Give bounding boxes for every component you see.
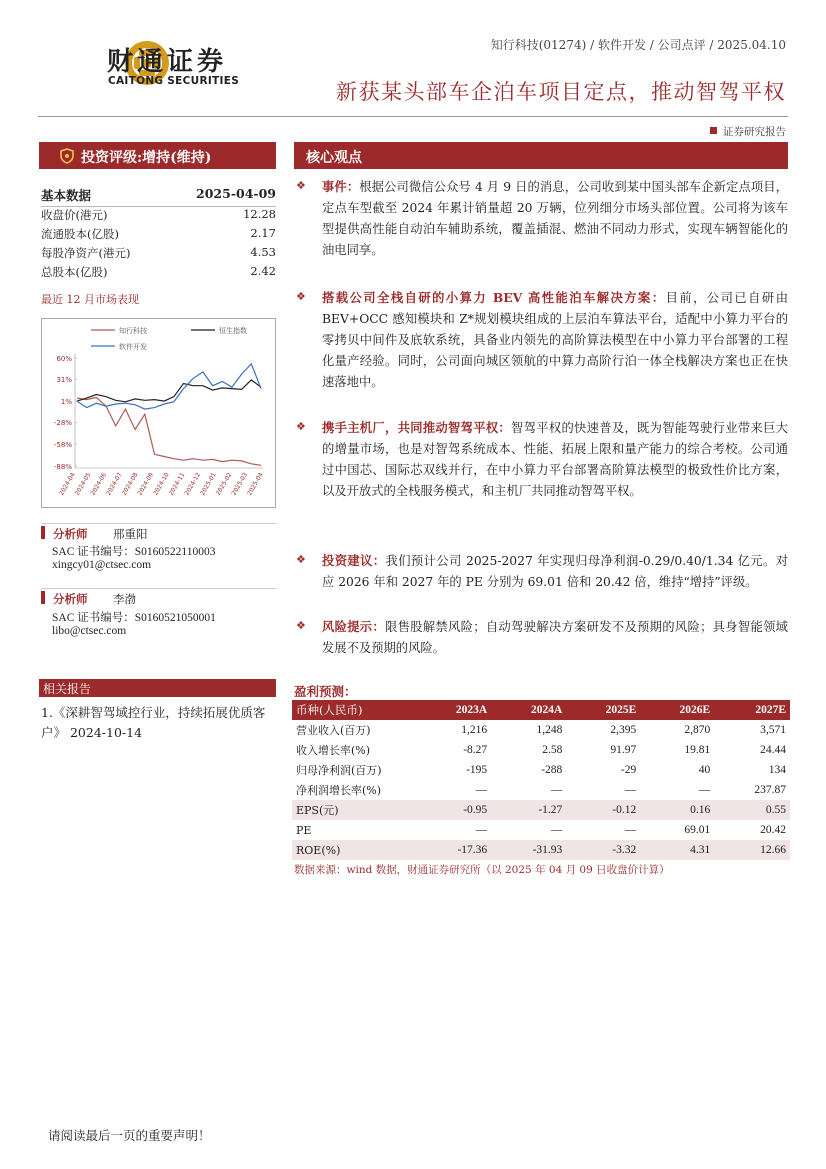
basic-data-title: 基本数据 bbox=[41, 188, 92, 203]
forecast-cell: — bbox=[475, 824, 488, 836]
basic-data-value: 2.17 bbox=[250, 226, 276, 240]
forecast-cell: -0.12 bbox=[566, 800, 640, 820]
forecast-cell: 24.44 bbox=[760, 744, 786, 756]
forecast-cell: 91.97 bbox=[610, 744, 637, 756]
forecast-header-cell: 2024A bbox=[491, 700, 566, 720]
basic-data-value: 12.28 bbox=[243, 207, 276, 221]
forecast-row bbox=[292, 800, 790, 820]
forecast-header-cell: 2027E bbox=[714, 700, 790, 720]
forecast-cell: -3.32 bbox=[566, 840, 640, 860]
paragraph-text: 目前，公司已自研由 BEV+OCC 感知模块和 Z*规划模块组成的上层泊车算法平台，适配中小算力平台的零拷贝中间件及底软系统，具备业内领先的高阶算法模型在中小算力平台部署的工程化量产经验。同时，公司面向城区领航的中算力高阶行泊一体全栈解决方案也正在快速落地中。 bbox=[322, 291, 788, 389]
forecast-cell: — bbox=[624, 784, 637, 796]
analyst-name: 李渤 bbox=[113, 592, 136, 606]
core-paragraph-investment bbox=[322, 550, 788, 593]
series-line-1 bbox=[77, 380, 261, 402]
forecast-cell: 1,248 bbox=[536, 724, 563, 736]
diamond-bullet-icon: ❖ bbox=[296, 179, 306, 192]
market-performance-title: 最近 12 月市场表现 bbox=[41, 293, 139, 306]
forecast-cell: -195 bbox=[466, 764, 488, 776]
analyst-role: 分析师 bbox=[53, 527, 88, 541]
accent-bar bbox=[41, 591, 45, 604]
basic-data-label: 总股本(亿股) bbox=[41, 265, 108, 279]
analyst-email[interactable]: xingcy01@ctsec.com bbox=[52, 559, 152, 571]
investment-rating-bar: 投资评级:增持(维持) bbox=[39, 142, 276, 169]
series-line-2 bbox=[77, 364, 261, 409]
diamond-bullet-icon: ❖ bbox=[296, 553, 306, 566]
forecast-cell: 2.58 bbox=[542, 744, 563, 756]
forecast-row bbox=[292, 740, 790, 760]
forecast-cell: -29 bbox=[620, 764, 637, 776]
y-tick-label: 60% bbox=[56, 355, 72, 363]
market-performance-chart bbox=[41, 318, 276, 508]
y-tick-label: -58% bbox=[53, 441, 72, 450]
logo-chinese-name: 财通证券 bbox=[107, 47, 228, 77]
paragraph-lead: 投资建议： bbox=[322, 553, 386, 568]
report-meta-line: 知行科技(01274) / 软件开发 / 公司点评 / 2025.04.10 bbox=[490, 38, 786, 52]
legend-label: 知行科技 bbox=[119, 327, 147, 335]
forecast-cell: 2,870 bbox=[684, 724, 711, 736]
legend-label: 恒生指数 bbox=[219, 327, 247, 335]
forecast-row bbox=[292, 840, 790, 860]
forecast-cell: 2,395 bbox=[610, 724, 637, 736]
forecast-row-label: 净利润增长率(%) bbox=[296, 784, 382, 797]
basic-data-label: 流通股本(亿股) bbox=[41, 227, 119, 241]
basic-data-date: 2025-04-09 bbox=[196, 186, 276, 201]
analyst-email[interactable]: libo@ctsec.com bbox=[52, 625, 127, 637]
analyst-sac-number: SAC 证书编号：S0160521050001 bbox=[52, 612, 216, 624]
basic-data-row bbox=[41, 264, 276, 282]
forecast-cell: 40 bbox=[698, 764, 711, 776]
paragraph-text: 我们预计公司 2025-2027 年实现归母净利润-0.29/0.40/1.34 亿元。对应 2026 年和 2027 年的 PE 分别为 69.01 倍和 20.42 倍，维持“增持”评级。 bbox=[322, 554, 788, 589]
forecast-header-cell: 2023A bbox=[416, 700, 491, 720]
forecast-cell: -17.36 bbox=[416, 840, 491, 860]
paragraph-lead: 携手主机厂，共同推动智驾平权： bbox=[322, 420, 512, 435]
forecast-row bbox=[292, 780, 790, 800]
paragraph-lead: 事件： bbox=[322, 179, 360, 194]
x-tick-label: 2024-09 bbox=[136, 471, 156, 497]
paragraph-text: 根据公司微信公众号 4 月 9 日的消息，公司收到某中国头部车企新定点项目，定点车型截至 2024 年累计销量超 20 万辆，位列细分市场头部位置。公司将为该车型提供高性能自动泊车辅助系统，覆盖插混、燃油不同动力形式，实现车辆智能化的油电同享。 bbox=[322, 180, 788, 257]
forecast-cell: -0.95 bbox=[416, 800, 491, 820]
y-tick-label: -88% bbox=[53, 463, 72, 471]
core-paragraph-partners bbox=[322, 417, 788, 502]
forecast-cell: -31.93 bbox=[491, 840, 566, 860]
related-reports-bar: 相关报告 bbox=[39, 679, 276, 697]
forecast-cell: 0.16 bbox=[640, 800, 714, 820]
header-divider bbox=[38, 116, 788, 117]
forecast-cell: -1.27 bbox=[491, 800, 566, 820]
report-type-text: 证券研究报告 bbox=[723, 126, 786, 138]
forecast-row bbox=[292, 820, 790, 840]
square-bullet-icon bbox=[710, 127, 717, 134]
core-views-bar: 核心观点 bbox=[294, 142, 788, 169]
forecast-row-label: 归母净利润(百万) bbox=[296, 764, 382, 777]
x-tick-label: 2024-10 bbox=[152, 471, 171, 497]
forecast-row bbox=[292, 760, 790, 780]
forecast-header-row bbox=[292, 700, 790, 720]
core-paragraph-risk bbox=[322, 616, 788, 659]
analyst-label bbox=[41, 523, 276, 539]
paragraph-lead: 风险提示： bbox=[322, 619, 386, 634]
basic-data-value: 2.42 bbox=[250, 264, 276, 278]
diamond-bullet-icon: ❖ bbox=[296, 290, 306, 303]
basic-data-value: 4.53 bbox=[250, 245, 276, 259]
forecast-cell: 4.31 bbox=[640, 840, 714, 860]
forecast-cell: 1,216 bbox=[461, 724, 488, 736]
forecast-header-cell: 2026E bbox=[640, 700, 714, 720]
forecast-cell: — bbox=[550, 784, 563, 796]
x-tick-label: 2024-12 bbox=[183, 471, 203, 497]
report-headline: 新获某头部车企泊车项目定点，推动智驾平权 bbox=[336, 80, 786, 104]
legend-label: 软件开发 bbox=[119, 343, 147, 351]
x-tick-label: 2024-04 bbox=[58, 471, 77, 497]
basic-data-row bbox=[41, 245, 276, 263]
forecast-row-label: 营业收入(百万) bbox=[296, 724, 371, 737]
logo-english-name: CAITONG SECURITIES bbox=[108, 75, 240, 87]
forecast-cell: -288 bbox=[541, 764, 563, 776]
forecast-cell: — bbox=[624, 824, 637, 836]
forecast-table bbox=[292, 700, 790, 860]
core-paragraph-event bbox=[322, 176, 788, 261]
forecast-header-cell: 2025E bbox=[566, 700, 640, 720]
paragraph-text: 限售股解禁风险；自动驾驶解决方案研发不及预期的风险；具身智能领域发展不及预期的风险。 bbox=[322, 620, 788, 655]
x-tick-label: 2024-05 bbox=[73, 471, 93, 497]
forecast-header-cell: 币种(人民币) bbox=[292, 700, 416, 720]
y-tick-label: -28% bbox=[53, 419, 72, 428]
shield-icon bbox=[60, 148, 74, 164]
forecast-cell: 0.55 bbox=[714, 800, 790, 820]
forecast-row bbox=[292, 720, 790, 740]
basic-data-row bbox=[41, 226, 276, 244]
analyst-label bbox=[41, 588, 276, 604]
report-type-label bbox=[710, 124, 786, 139]
basic-data-label: 每股净资产(港元) bbox=[41, 246, 131, 260]
x-tick-label: 2024-08 bbox=[120, 471, 140, 497]
paragraph-text: 智驾平权的快速普及，既为智能驾驶行业带来巨大的增量市场，也是对智驾系统成本、性能、拓展上限和量产能力的综合考校。公司通过中国芯、国际芯双线并行，在中小算力平台部署高阶算法模型的极致性价比方案，以及开放式的全栈服务模式，和主机厂共同推动智驾平权。 bbox=[322, 421, 788, 498]
x-tick-label: 2025-03 bbox=[230, 471, 250, 497]
forecast-cell: 19.81 bbox=[684, 744, 711, 756]
paragraph-lead: 搭载公司全栈自研的小算力 BEV 高性能泊车解决方案： bbox=[322, 290, 666, 305]
forecast-cell: — bbox=[698, 784, 711, 796]
forecast-row-label: 收入增长率(%) bbox=[296, 744, 371, 757]
core-paragraph-solution bbox=[322, 287, 788, 393]
forecast-row-label: PE bbox=[296, 823, 312, 837]
series-line-0 bbox=[77, 397, 261, 465]
basic-data-row bbox=[41, 207, 276, 225]
forecast-data-source: 数据来源：wind 数据，财通证券研究所（以 2025 年 04 月 09 日收盘价计算） bbox=[294, 864, 670, 876]
forecast-row-label: ROE(%) bbox=[292, 840, 416, 860]
footer-disclaimer-note: 请阅读最后一页的重要声明！ bbox=[48, 1128, 211, 1143]
basic-data-header bbox=[41, 186, 276, 207]
forecast-cell: 134 bbox=[768, 764, 786, 776]
forecast-cell: 20.42 bbox=[760, 824, 786, 836]
forecast-cell: 3,571 bbox=[760, 724, 786, 736]
diamond-bullet-icon: ❖ bbox=[296, 619, 306, 632]
forecast-row-label: EPS(元) bbox=[292, 800, 416, 820]
forecast-cell: 69.01 bbox=[684, 824, 711, 836]
forecast-cell: -8.27 bbox=[463, 744, 488, 756]
accent-bar bbox=[41, 526, 45, 539]
x-tick-label: 2024-06 bbox=[89, 471, 109, 497]
x-tick-label: 2025-04 bbox=[246, 471, 265, 497]
forecast-cell: 12.66 bbox=[714, 840, 790, 860]
x-tick-label: 2025-02 bbox=[214, 471, 234, 497]
analyst-sac-number: SAC 证书编号：S0160522110003 bbox=[52, 546, 216, 558]
forecast-title: 盈利预测： bbox=[294, 684, 357, 699]
x-tick-label: 2025-01 bbox=[199, 471, 218, 497]
basic-data-label: 收盘价(港元) bbox=[41, 208, 108, 222]
y-tick-label: 31% bbox=[56, 376, 72, 385]
diamond-bullet-icon: ❖ bbox=[296, 420, 306, 433]
analyst-name: 邢重阳 bbox=[113, 527, 148, 541]
forecast-cell: — bbox=[550, 824, 563, 836]
analyst-role: 分析师 bbox=[53, 592, 88, 606]
y-tick-label: 1% bbox=[60, 398, 72, 407]
x-tick-label: 2024-07 bbox=[105, 471, 124, 497]
related-report-link[interactable]: 1.《深耕智驾域控行业，持续拓展优质客户》 2024-10-14 bbox=[41, 705, 266, 740]
x-tick-label: 2024-11 bbox=[167, 471, 187, 497]
forecast-cell: 237.87 bbox=[754, 784, 786, 796]
forecast-cell: — bbox=[475, 784, 488, 796]
